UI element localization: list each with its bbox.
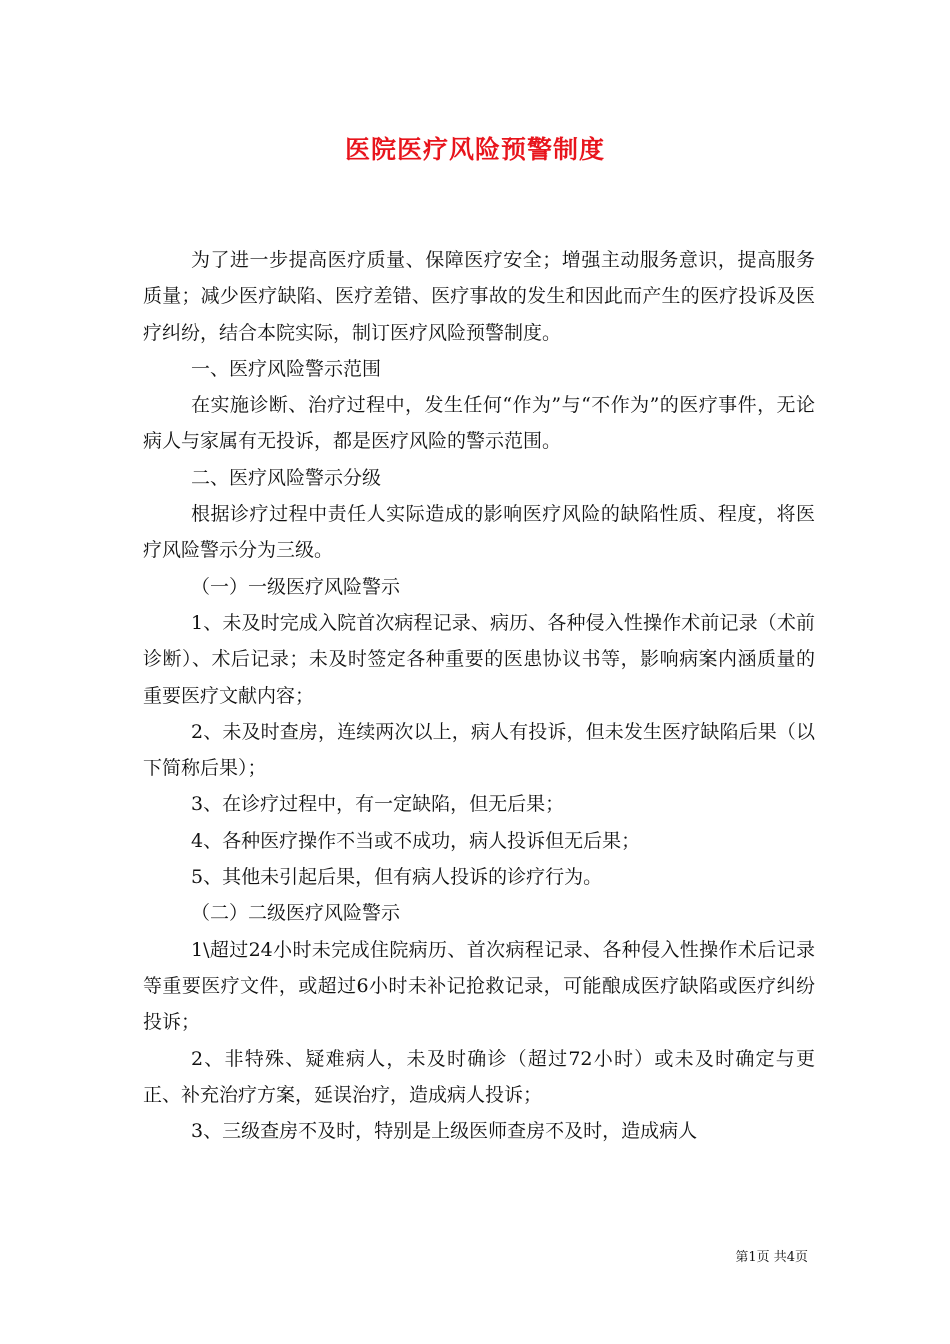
list-item: 4、各种医疗操作不当或不成功，病人投诉但无后果；: [191, 829, 641, 852]
list-item: 1\超过24小时未完成住院病历、首次病程记录、各种侵入性操作术后记录等重要医疗文件，或超过6小时未补记抢救记录，可能酿成医疗缺陷或医疗纠纷投诉；: [143, 938, 815, 1034]
page-number: 第1页 共4页: [735, 1250, 808, 1265]
subsection-heading: （二）二级医疗风险警示: [191, 902, 401, 925]
list-item: 1、未及时完成入院首次病程记录、病历、各种侵入性操作术前记录（术前诊断）、术后记录；未及时签定各种重要的医患协议书等，影响病案内涵质量的重要医疗文献内容；: [143, 611, 815, 707]
paragraph: 在实施诊断、治疗过程中，发生任何“作为”与“不作为”的医疗事件，无论病人与家属有无投诉，都是医疗风险的警示范围。: [143, 394, 815, 453]
section-heading: 一、医疗风险警示范围: [191, 357, 382, 380]
list-item: 3、在诊疗过程中，有一定缺陷，但无后果；: [191, 793, 565, 816]
paragraph: 根据诊疗过程中责任人实际造成的影响医疗风险的缺陷性质、程度，将医疗风险警示分为三级。: [143, 503, 815, 562]
section-heading: 二、医疗风险警示分级: [191, 466, 382, 489]
list-item: 2、非特殊、疑难病人，未及时确诊（超过72小时）或未及时确定与更正、补充治疗方案，延误治疗，造成病人投诉；: [143, 1047, 815, 1106]
list-item: 5、其他未引起后果，但有病人投诉的诊疗行为。: [191, 866, 603, 889]
document-body: [143, 242, 815, 1149]
subsection-heading: （一）一级医疗风险警示: [191, 575, 401, 598]
list-item: 3、三级查房不及时，特别是上级医师查房不及时，造成病人: [191, 1120, 698, 1143]
list-item: 2、未及时查房，连续两次以上，病人有投诉，但未发生医疗缺陷后果（以下简称后果）；: [143, 720, 815, 780]
intro-paragraph: 为了进一步提高医疗质量、保障医疗安全；增强主动服务意识，提高服务质量；减少医疗缺陷、医疗差错、医疗事故的发生和因此而产生的医疗投诉及医疗纠纷，结合本院实际，制订医疗风险预警制度。: [143, 249, 815, 344]
page-title: 医院医疗风险预警制度: [344, 135, 605, 164]
